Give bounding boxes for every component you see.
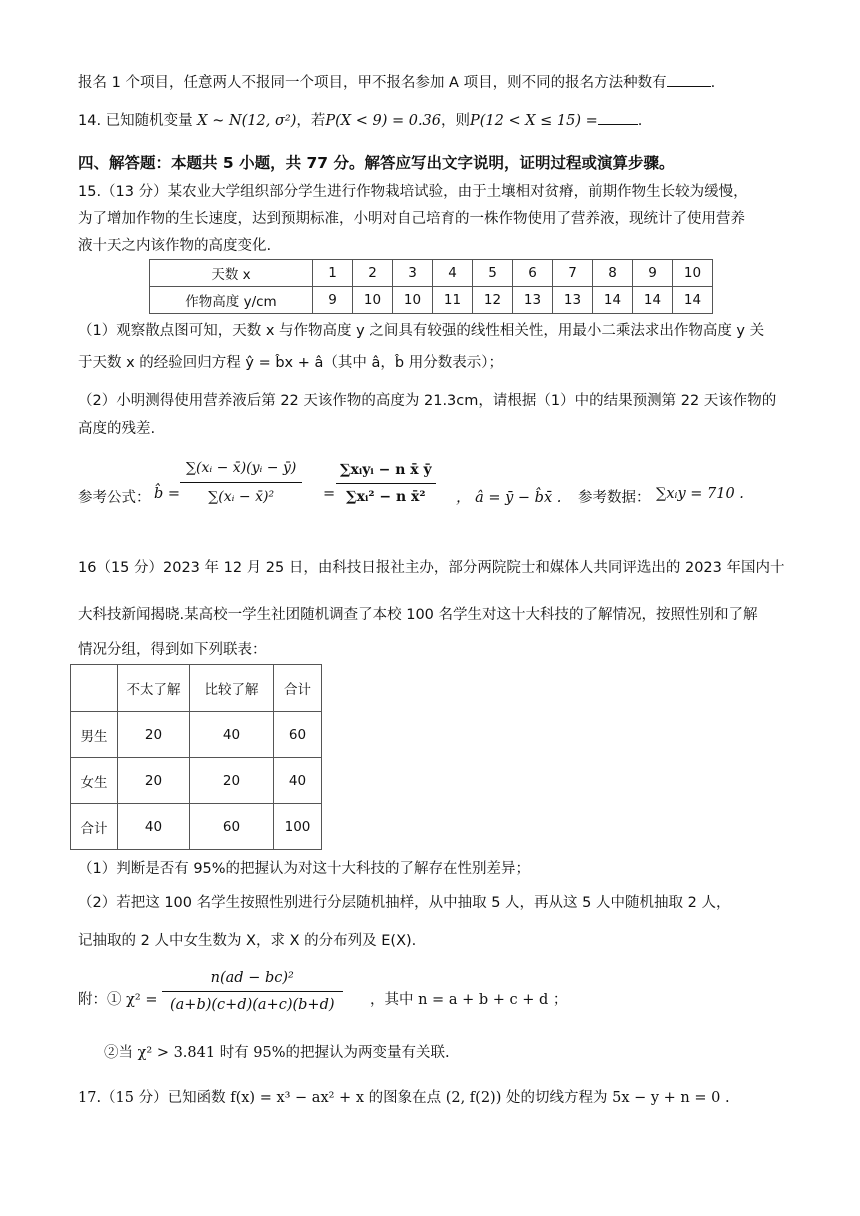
ahat-formula: ， â = ȳ − b̂x̄ . bbox=[456, 490, 562, 506]
table-cell: 40 bbox=[274, 758, 322, 804]
table-head: 不太了解 bbox=[118, 665, 190, 712]
table-cell: 3 bbox=[393, 260, 433, 287]
table-cell: 14 bbox=[673, 287, 713, 314]
table-row bbox=[71, 758, 322, 804]
table-head: 男生 bbox=[71, 712, 118, 758]
table-cell: 12 bbox=[473, 287, 513, 314]
bhat-symbol: b̂ = bbox=[154, 486, 181, 502]
q14-label: 14. 已知随机变量 bbox=[78, 113, 193, 129]
q13-tail bbox=[78, 72, 715, 94]
table-row bbox=[71, 712, 322, 758]
table-cell: 5 bbox=[473, 260, 513, 287]
table-head bbox=[71, 665, 118, 712]
fraction-denominator: ∑xᵢ² − n x̄² bbox=[346, 489, 426, 505]
q13-text: 报名 1 个项目，任意两人不报同一个项目，甲不报名参加 A 项目，则不同的报名方法种数有 bbox=[78, 75, 667, 91]
table-row bbox=[71, 804, 322, 850]
fraction-numerator: n(ad − bc)² bbox=[162, 968, 343, 992]
q14-end: . bbox=[637, 113, 643, 129]
fraction-numerator: ∑xᵢyᵢ − n x̄ ȳ bbox=[336, 460, 436, 484]
reference-data-label: 参考数据： bbox=[578, 490, 651, 506]
table-cell: 11 bbox=[433, 287, 473, 314]
table-cell: 9 bbox=[633, 260, 673, 287]
table-cell: 14 bbox=[593, 287, 633, 314]
q14-p2: P(12 < X ≤ 15) = bbox=[470, 113, 598, 129]
table-cell: 14 bbox=[633, 287, 673, 314]
bhat-fraction-2 bbox=[336, 460, 436, 505]
table-cell: 20 bbox=[118, 712, 190, 758]
question-14 bbox=[78, 110, 642, 132]
table-row bbox=[71, 665, 322, 712]
table-cell: 20 bbox=[190, 758, 274, 804]
table-head: 天数 x bbox=[150, 260, 313, 287]
q15-intro-1: 15.（13 分）某农业大学组织部分学生进行作物栽培试验，由于土壤相对贫瘠，前期作物生长较为缓慢， bbox=[78, 184, 748, 200]
q16-chi-square-formula bbox=[78, 966, 788, 1030]
q15-intro-2: 为了增加作物的生长速度，达到预期标准，小明对自己培育的一株作物使用了营养液，现统计了使用营养 bbox=[78, 211, 745, 227]
fraction-denominator: (a+b)(c+d)(a+c)(b+d) bbox=[170, 997, 335, 1013]
table-cell: 8 bbox=[593, 260, 633, 287]
answer-blank[interactable] bbox=[598, 110, 638, 125]
q16-note-2: ②当 χ² > 3.841 时有 95%的把握认为两变量有关联. bbox=[104, 1045, 450, 1061]
table-cell: 40 bbox=[190, 712, 274, 758]
q14-cond: ，若 bbox=[296, 113, 326, 129]
table-head: 比较了解 bbox=[190, 665, 274, 712]
table-cell: 1 bbox=[313, 260, 353, 287]
answer-blank[interactable] bbox=[667, 72, 711, 87]
q15-part1-b: 于天数 x 的经验回归方程 ŷ = b̂x + â（其中 â，b̂ 用分数表示）； bbox=[78, 355, 503, 371]
q15-part2-a: （2）小明测得使用营养液后第 22 天该作物的高度为 21.3cm，请根据（1）中的结果预测第 22 天该作物的 bbox=[78, 393, 777, 409]
q13-end: . bbox=[710, 75, 716, 91]
reference-data: ∑xᵢy = 710 . bbox=[656, 486, 744, 502]
table-head: 合计 bbox=[274, 665, 322, 712]
q16-intro-3: 情况分组，得到如下列联表： bbox=[78, 642, 267, 658]
table-cell: 100 bbox=[274, 804, 322, 850]
reference-label: 参考公式： bbox=[78, 490, 151, 506]
table-head: 女生 bbox=[71, 758, 118, 804]
table-cell: 9 bbox=[313, 287, 353, 314]
table-head: 作物高度 y/cm bbox=[150, 287, 313, 314]
chi-square-where: ，其中 n = a + b + c + d ； bbox=[370, 992, 568, 1008]
table-row bbox=[150, 287, 713, 314]
q14-then: ，则 bbox=[441, 113, 470, 129]
equals-sign: = bbox=[323, 486, 336, 502]
table-cell: 60 bbox=[190, 804, 274, 850]
fraction-denominator: ∑(xᵢ − x̄)² bbox=[208, 489, 275, 505]
q16-contingency-table bbox=[70, 664, 322, 850]
table-head: 合计 bbox=[71, 804, 118, 850]
table-cell: 60 bbox=[274, 712, 322, 758]
section-heading: 四、解答题：本题共 5 小题，共 77 分。解答应写出文字说明，证明过程或演算步骤。 bbox=[78, 154, 675, 172]
table-row bbox=[150, 260, 713, 287]
table-cell: 6 bbox=[513, 260, 553, 287]
chi-square-fraction bbox=[162, 968, 343, 1013]
q16-part1: （1）判断是否有 95%的把握认为对这十大科技的了解存在性别差异； bbox=[78, 861, 531, 877]
q14-dist: X ~ N(12, σ²) bbox=[197, 113, 297, 129]
table-cell: 2 bbox=[353, 260, 393, 287]
table-cell: 10 bbox=[393, 287, 433, 314]
table-cell: 13 bbox=[553, 287, 593, 314]
table-cell: 7 bbox=[553, 260, 593, 287]
fraction-numerator: ∑(xᵢ − x̄)(yᵢ − ȳ) bbox=[180, 456, 302, 483]
q16-intro-1: 16（15 分）2023 年 12 月 25 日，由科技日报社主办，部分两院院士和媒体人共同评选出的 2023 年国内十 bbox=[78, 560, 785, 576]
q16-part2-b: 记抽取的 2 人中女生数为 X，求 X 的分布列及 E(X). bbox=[78, 933, 417, 949]
q16-part2-a: （2）若把这 100 名学生按照性别进行分层随机抽样，从中抽取 5 人，再从这 5 人中随机抽取 2 人， bbox=[78, 895, 731, 911]
table-cell: 40 bbox=[118, 804, 190, 850]
appendix-label: 附：① χ² = bbox=[78, 992, 158, 1008]
table-cell: 13 bbox=[513, 287, 553, 314]
q15-part1-a: （1）观察散点图可知，天数 x 与作物高度 y 之间具有较强的线性相关性，用最小二乘法求出作物高度 y 关 bbox=[78, 323, 765, 339]
table-cell: 10 bbox=[673, 260, 713, 287]
q14-p1: P(X < 9) = 0.36 bbox=[325, 113, 441, 129]
bhat-fraction-1 bbox=[180, 456, 302, 505]
table-cell: 4 bbox=[433, 260, 473, 287]
table-cell: 10 bbox=[353, 287, 393, 314]
table-cell: 20 bbox=[118, 758, 190, 804]
q15-data-table bbox=[149, 259, 713, 314]
q15-reference-formula bbox=[78, 452, 788, 542]
q15-intro-3: 液十天之内该作物的高度变化. bbox=[78, 238, 272, 254]
question-17: 17.（15 分）已知函数 f(x) = x³ − ax² + x 的图象在点 (2, f(2)) 处的切线方程为 5x − y + n = 0 . bbox=[78, 1090, 730, 1106]
q15-part2-b: 高度的残差. bbox=[78, 421, 156, 437]
q16-intro-2: 大科技新闻揭晓.某高校一学生社团随机调查了本校 100 名学生对这十大科技的了解情况，按照性别和了解 bbox=[78, 607, 758, 623]
